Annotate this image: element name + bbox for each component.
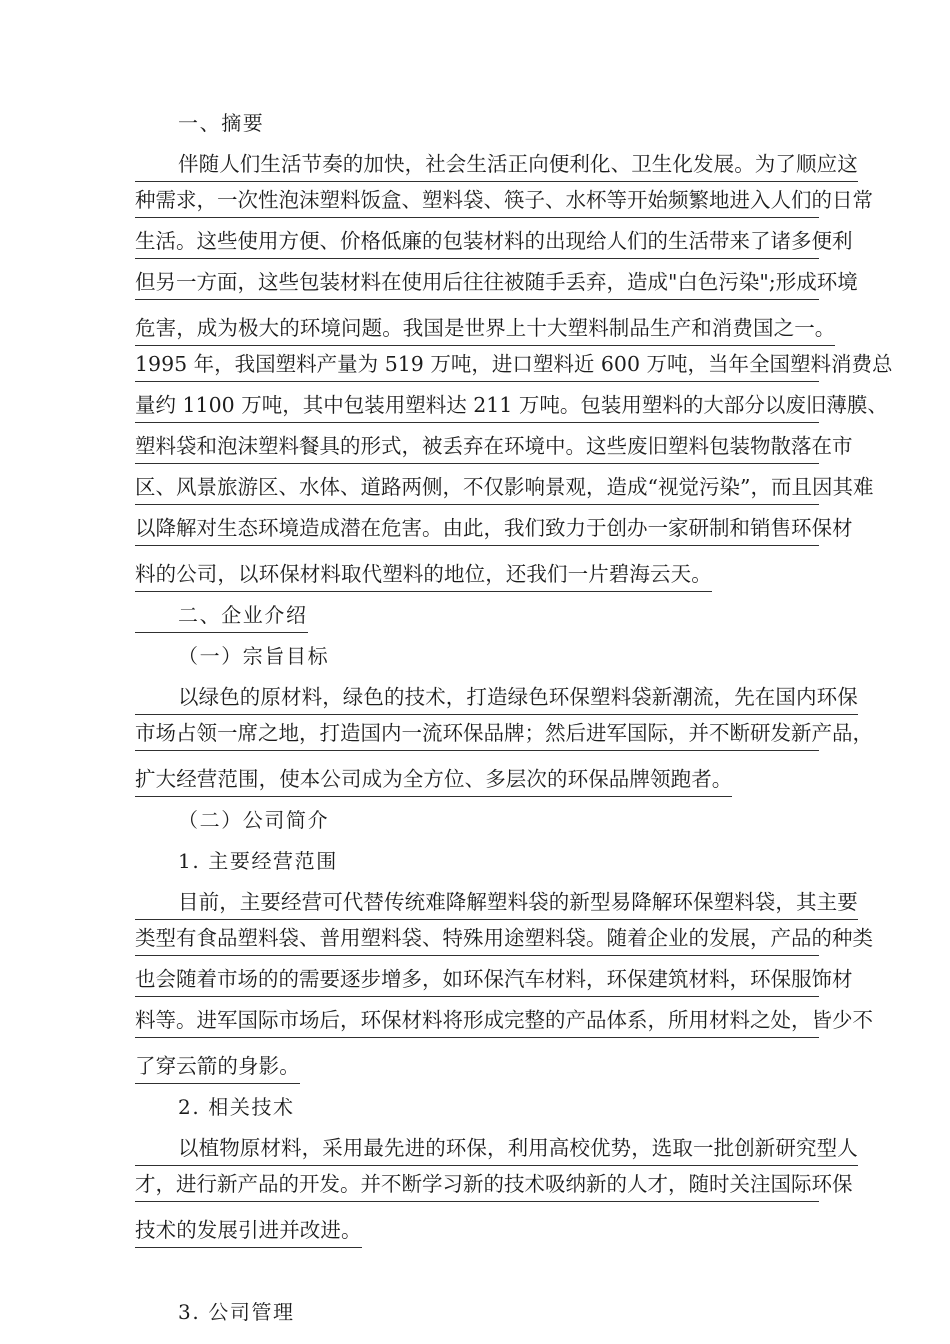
section-heading	[135, 1087, 819, 1128]
line-text: 扩大经营范围，使本公司成为全方位、多层次的环保品牌领跑者。	[135, 764, 732, 797]
line-text: 料等。进军国际市场后，环保材料将形成完整的产品体系，所用材料之处，皆少不	[135, 1005, 819, 1038]
line-text: 市场占领一席之地，打造国内一流环保品牌；然后进军国际，并不断研发新产品，	[135, 718, 819, 751]
line-text: 也会随着市场的的需要逐步增多，如环保汽车材料，环保建筑材料，环保服饰材	[135, 964, 819, 997]
body-text-line	[135, 1210, 819, 1251]
body-text-line	[135, 431, 853, 472]
body-text-line	[135, 185, 873, 226]
document-text-column	[135, 103, 893, 1333]
body-text-line	[135, 349, 893, 390]
line-text: 种需求，一次性泡沫塑料饭盒、塑料袋、筷子、水杯等开始频繁地进入人们的日常	[135, 185, 819, 218]
body-text-line	[135, 554, 819, 595]
line-text: 1995 年，我国塑料产量为 519 万吨，进口塑料近 600 万吨，当年全国塑料消费总	[135, 349, 819, 382]
body-text-line	[135, 964, 853, 1005]
line-text: 了穿云箭的身影。	[135, 1051, 300, 1084]
line-text: 量约 1100 万吨，其中包装用塑料达 211 万吨。包装用塑料的大部分以废旧薄膜、	[135, 390, 819, 423]
body-text-line	[135, 882, 858, 923]
body-text-line	[135, 1046, 819, 1087]
line-text: 技术的发展引进并改进。	[135, 1215, 362, 1248]
body-text-line	[135, 759, 819, 800]
heading-text: （二）公司简介	[178, 808, 330, 832]
section-heading	[135, 800, 819, 841]
line-text: 料的公司，以环保材料取代塑料的地位，还我们一片碧海云天。	[135, 559, 712, 592]
line-text: 生活。这些使用方便、价格低廉的包装材料的出现给人们的生活带来了诸多便利	[135, 226, 819, 259]
line-text: 目前，主要经营可代替传统难降解塑料袋的新型易降解环保塑料袋，其主要	[135, 887, 858, 920]
heading-text: （一）宗旨目标	[178, 644, 330, 668]
line-text: 才，进行新产品的开发。并不断学习新的技术吸纳新的人才，随时关注国际环保	[135, 1169, 819, 1202]
body-text-line	[135, 267, 858, 308]
heading-text: 2. 相关技术	[178, 1095, 295, 1119]
line-text: 塑料袋和泡沫塑料餐具的形式，被丢弃在环境中。这些废旧塑料包装物散落在市	[135, 431, 819, 464]
line-text: 以植物原材料，采用最先进的环保，利用高校优势，选取一批创新研究型人	[135, 1133, 858, 1166]
body-text-line	[135, 1005, 873, 1046]
line-text: 伴随人们生活节奏的加快，社会生活正向便利化、卫生化发展。为了顺应这	[135, 149, 858, 182]
paragraph-spacer	[135, 1251, 819, 1292]
heading-text: 3. 公司管理	[178, 1300, 295, 1324]
line-text: 类型有食品塑料袋、普用塑料袋、特殊用途塑料袋。随着企业的发展，产品的种类	[135, 923, 819, 956]
body-text-line	[135, 226, 853, 267]
line-text: 区、风景旅游区、水体、道路两侧，不仅影响景观，造成“视觉污染”，而且因其难	[135, 472, 819, 505]
heading-text: 1. 主要经营范围	[178, 849, 338, 873]
section-heading	[135, 841, 819, 882]
body-text-line	[135, 718, 873, 759]
section-heading	[135, 103, 819, 144]
body-text-line	[135, 1169, 853, 1210]
body-text-line	[135, 390, 888, 431]
section-heading	[135, 636, 819, 677]
body-text-line	[135, 144, 858, 185]
heading-text: 二、企业介绍	[135, 600, 308, 633]
heading-text: 一、摘要	[178, 111, 265, 135]
body-text-line	[135, 308, 836, 349]
body-text-line	[135, 513, 853, 554]
line-text: 危害，成为极大的环境问题。我国是世界上十大塑料制品生产和消费国之一。	[135, 313, 835, 346]
body-text-line	[135, 677, 858, 718]
section-heading	[135, 1292, 819, 1333]
body-text-line	[135, 923, 873, 964]
body-text-line	[135, 472, 874, 513]
line-text: 以绿色的原材料，绿色的技术，打造绿色环保塑料袋新潮流，先在国内环保	[135, 682, 858, 715]
section-heading	[135, 595, 819, 636]
line-text: 但另一方面，这些包装材料在使用后往往被随手丢弃，造成"白色污染";形成环境	[135, 267, 819, 300]
body-text-line	[135, 1128, 858, 1169]
line-text: 以降解对生态环境造成潜在危害。由此，我们致力于创办一家研制和销售环保材	[135, 513, 819, 546]
